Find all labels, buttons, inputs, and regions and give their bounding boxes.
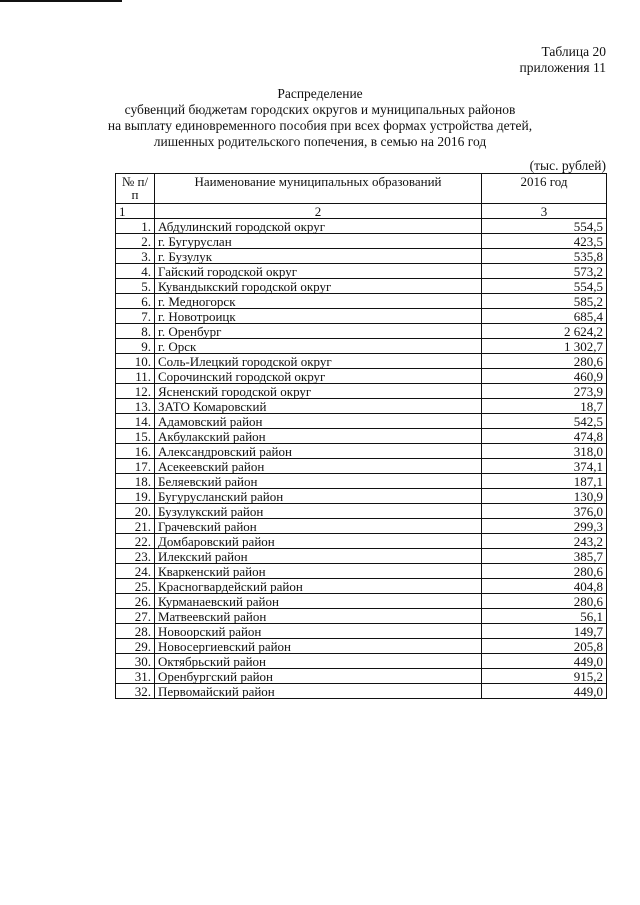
row-number: 21. <box>116 519 155 534</box>
table-row <box>116 249 607 264</box>
distribution-table <box>115 173 607 699</box>
row-name: Новоорский район <box>155 624 482 639</box>
title-line-2: субвенций бюджетам городских округов и муниципальных районов <box>124 102 516 117</box>
row-value: 299,3 <box>482 519 607 534</box>
table-row <box>116 294 607 309</box>
table-body <box>116 219 607 699</box>
row-value: 535,8 <box>482 249 607 264</box>
row-value: 474,8 <box>482 429 607 444</box>
appendix-label: приложения 11 <box>519 60 606 75</box>
table-row <box>116 594 607 609</box>
row-value: 542,5 <box>482 414 607 429</box>
row-name: г. Оренбург <box>155 324 482 339</box>
row-value: 404,8 <box>482 579 607 594</box>
row-name: Курманаевский район <box>155 594 482 609</box>
row-name: Сорочинский городской округ <box>155 369 482 384</box>
table-row <box>116 669 607 684</box>
header-number: № п/п <box>116 174 155 204</box>
units-label: (тыс. рублей) <box>529 158 606 173</box>
row-value: 376,0 <box>482 504 607 519</box>
row-number: 11. <box>116 369 155 384</box>
row-number: 10. <box>116 354 155 369</box>
row-name: Первомайский район <box>155 684 482 699</box>
row-value: 280,6 <box>482 564 607 579</box>
table-row <box>116 489 607 504</box>
row-number: 19. <box>116 489 155 504</box>
row-number: 5. <box>116 279 155 294</box>
row-number: 17. <box>116 459 155 474</box>
row-name: Александровский район <box>155 444 482 459</box>
row-name: г. Медногорск <box>155 294 482 309</box>
row-value: 554,5 <box>482 219 607 234</box>
row-name: Оренбургский район <box>155 669 482 684</box>
row-value: 149,7 <box>482 624 607 639</box>
row-name: г. Новотроицк <box>155 309 482 324</box>
row-value: 423,5 <box>482 234 607 249</box>
table-row <box>116 534 607 549</box>
table-row <box>116 324 607 339</box>
row-name: Кувандыкский городской округ <box>155 279 482 294</box>
table-row <box>116 384 607 399</box>
row-name: Соль-Илецкий городской округ <box>155 354 482 369</box>
row-name: Абдулинский городской округ <box>155 219 482 234</box>
row-value: 280,6 <box>482 594 607 609</box>
row-number: 9. <box>116 339 155 354</box>
row-value: 915,2 <box>482 669 607 684</box>
row-number: 6. <box>116 294 155 309</box>
row-name: г. Бугуруслан <box>155 234 482 249</box>
row-value: 280,6 <box>482 354 607 369</box>
row-name: ЗАТО Комаровский <box>155 399 482 414</box>
row-name: Асекеевский район <box>155 459 482 474</box>
row-number: 25. <box>116 579 155 594</box>
row-name: Адамовский район <box>155 414 482 429</box>
top-scan-rule <box>0 0 122 2</box>
row-name: Матвеевский район <box>155 609 482 624</box>
row-name: Октябрьский район <box>155 654 482 669</box>
table-row <box>116 369 607 384</box>
table-row <box>116 444 607 459</box>
row-name: Илекский район <box>155 549 482 564</box>
row-value: 374,1 <box>482 459 607 474</box>
row-number: 15. <box>116 429 155 444</box>
row-name: Грачевский район <box>155 519 482 534</box>
table-row <box>116 459 607 474</box>
row-number: 3. <box>116 249 155 264</box>
row-name: Акбулакский район <box>155 429 482 444</box>
row-name: Домбаровский район <box>155 534 482 549</box>
table-label: Таблица 20 <box>541 44 606 59</box>
row-number: 22. <box>116 534 155 549</box>
table-row <box>116 504 607 519</box>
table-row <box>116 354 607 369</box>
row-number: 30. <box>116 654 155 669</box>
table-row <box>116 654 607 669</box>
row-name: Новосергиевский район <box>155 639 482 654</box>
column-index-2: 2 <box>155 204 482 219</box>
row-name: Кваркенский район <box>155 564 482 579</box>
table-row <box>116 624 607 639</box>
row-number: 2. <box>116 234 155 249</box>
row-value: 449,0 <box>482 654 607 669</box>
table-row <box>116 429 607 444</box>
row-number: 29. <box>116 639 155 654</box>
table-row <box>116 639 607 654</box>
row-value: 385,7 <box>482 549 607 564</box>
row-value: 318,0 <box>482 444 607 459</box>
table-row <box>116 309 607 324</box>
row-value: 573,2 <box>482 264 607 279</box>
row-value: 585,2 <box>482 294 607 309</box>
row-name: г. Бузулук <box>155 249 482 264</box>
row-number: 32. <box>116 684 155 699</box>
row-name: Ясненский городской округ <box>155 384 482 399</box>
column-index-row <box>116 204 607 219</box>
table-row <box>116 279 607 294</box>
row-value: 460,9 <box>482 369 607 384</box>
row-name: Бугурусланский район <box>155 489 482 504</box>
table-row <box>116 549 607 564</box>
row-value: 18,7 <box>482 399 607 414</box>
title-line-1: Распределение <box>277 86 363 101</box>
row-number: 31. <box>116 669 155 684</box>
row-number: 26. <box>116 594 155 609</box>
row-number: 27. <box>116 609 155 624</box>
row-number: 24. <box>116 564 155 579</box>
row-number: 18. <box>116 474 155 489</box>
column-index-3: 3 <box>482 204 607 219</box>
row-number: 8. <box>116 324 155 339</box>
table-row <box>116 684 607 699</box>
row-value: 685,4 <box>482 309 607 324</box>
table-row <box>116 474 607 489</box>
row-number: 28. <box>116 624 155 639</box>
row-name: Гайский городской округ <box>155 264 482 279</box>
table-row <box>116 219 607 234</box>
row-number: 20. <box>116 504 155 519</box>
row-number: 14. <box>116 414 155 429</box>
table-header-row <box>116 174 607 204</box>
table-row <box>116 399 607 414</box>
row-number: 1. <box>116 219 155 234</box>
row-number: 7. <box>116 309 155 324</box>
row-number: 12. <box>116 384 155 399</box>
table-row <box>116 414 607 429</box>
row-value: 243,2 <box>482 534 607 549</box>
table-row <box>116 564 607 579</box>
row-name: Беляевский район <box>155 474 482 489</box>
row-value: 205,8 <box>482 639 607 654</box>
title-line-3: на выплату единовременного пособия при всех формах устройства детей, <box>107 118 533 133</box>
row-value: 187,1 <box>482 474 607 489</box>
header-value: 2016 год <box>482 174 607 204</box>
table-row <box>116 609 607 624</box>
row-value: 56,1 <box>482 609 607 624</box>
row-value: 273,9 <box>482 384 607 399</box>
title-line-4: лишенных родительского попечения, в семью на 2016 год <box>153 134 487 149</box>
column-index-1: 1 <box>116 204 155 219</box>
row-number: 16. <box>116 444 155 459</box>
row-value: 130,9 <box>482 489 607 504</box>
table-row <box>116 519 607 534</box>
row-value: 449,0 <box>482 684 607 699</box>
document-title <box>0 86 640 150</box>
row-number: 23. <box>116 549 155 564</box>
table-row <box>116 234 607 249</box>
row-name: Красногвардейский район <box>155 579 482 594</box>
table-reference <box>519 44 606 76</box>
row-name: Бузулукский район <box>155 504 482 519</box>
table-row <box>116 579 607 594</box>
row-value: 2 624,2 <box>482 324 607 339</box>
header-name: Наименование муниципальных образований <box>155 174 482 204</box>
row-number: 4. <box>116 264 155 279</box>
row-number: 13. <box>116 399 155 414</box>
row-value: 554,5 <box>482 279 607 294</box>
row-value: 1 302,7 <box>482 339 607 354</box>
row-name: г. Орск <box>155 339 482 354</box>
table-row <box>116 339 607 354</box>
table-row <box>116 264 607 279</box>
